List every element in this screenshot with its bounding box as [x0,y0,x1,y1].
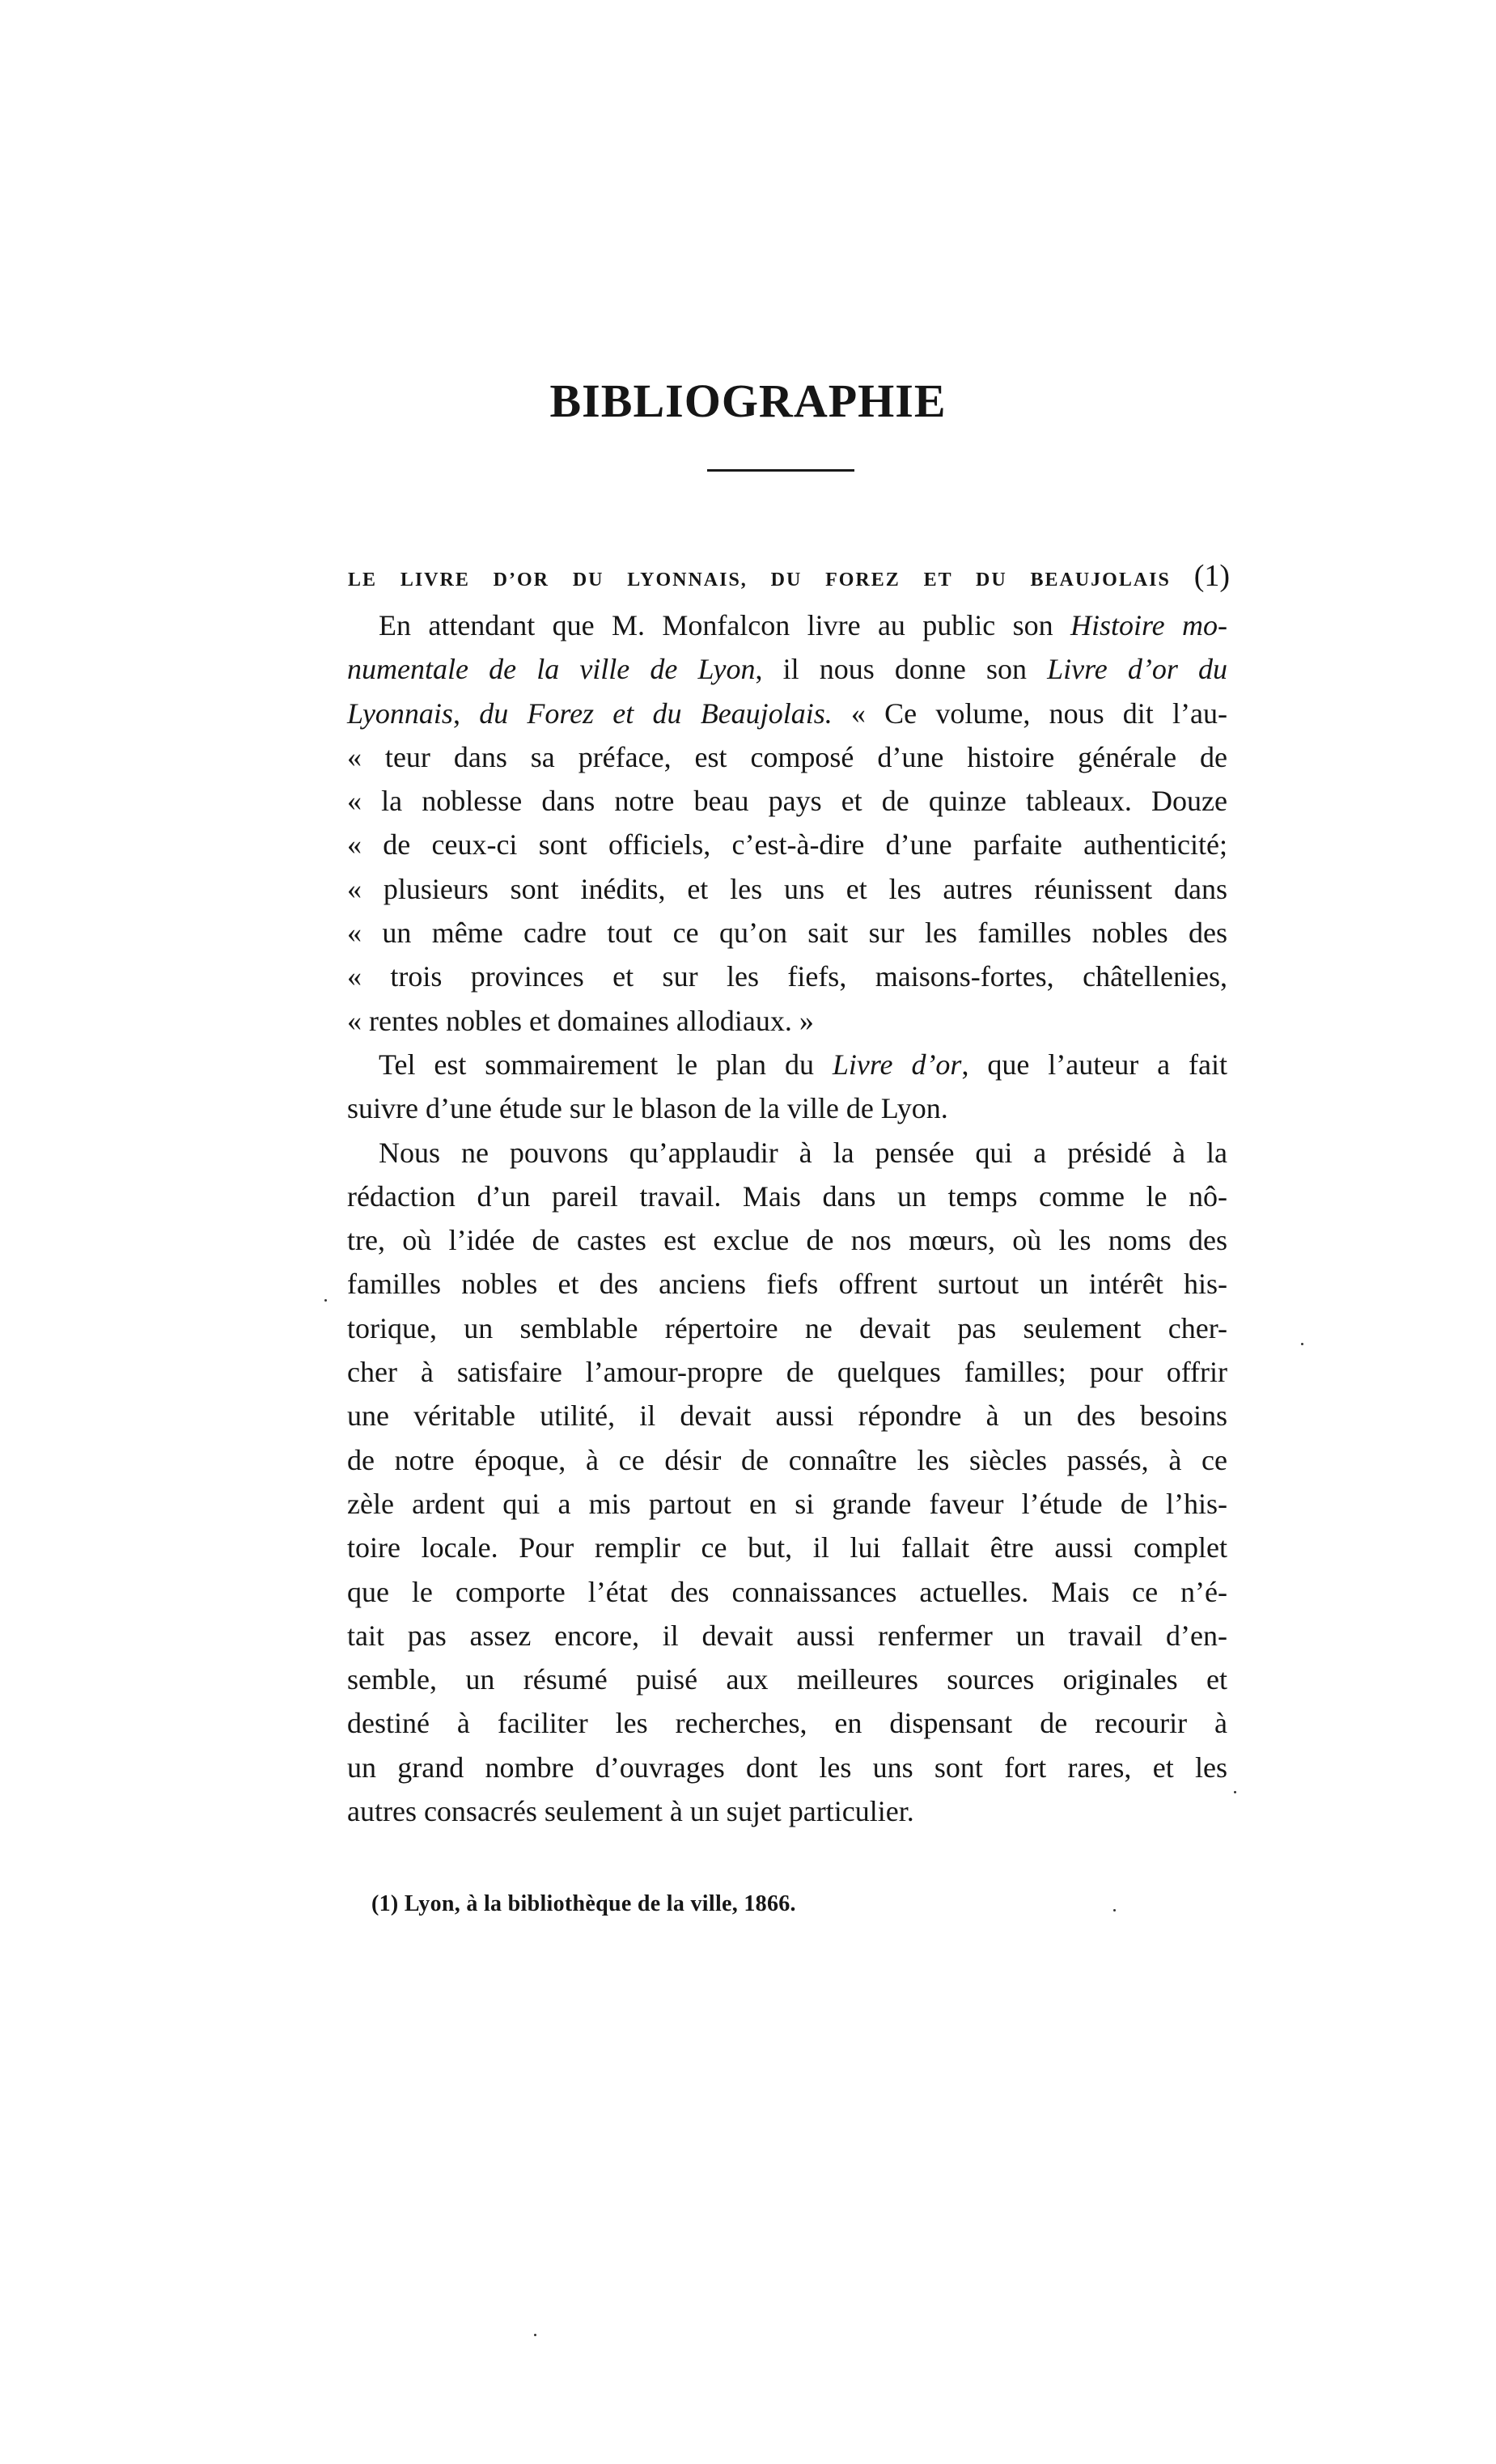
paragraph [347,603,1227,1043]
text-line [347,1570,1227,1614]
text-line [347,867,1227,911]
text-run: destiné à faciliter les recherches, en dispensant de recourir à [347,1707,1227,1740]
italic-title: du Forez et du Beaujolais. [479,696,833,730]
text-run: , que l’auteur a fait [961,1048,1227,1081]
footnote: (1) Lyon, à la bibliothèque de la ville, 1866. [371,1891,796,1916]
text-run: zèle ardent qui a mis partout en si grande faveur l’étude de l’his- [347,1487,1227,1520]
italic-title: Histoire mo- [1070,609,1227,641]
italic-title: Lyonnais [347,696,453,730]
text-run: torique, un semblable répertoire ne devait pas seulement cher- [347,1311,1227,1344]
footnote-reference: (1) [1193,559,1230,593]
text-line [347,1262,1227,1306]
print-speck [324,1299,327,1302]
text-line [347,1043,1227,1086]
text-run: de notre époque, à ce désir de connaître les siècles passés, à ce [347,1443,1227,1476]
text-line [347,1746,1227,1789]
text-line [347,1789,1227,1833]
title-divider [707,469,854,472]
text-run: « teur dans sa préface, est composé d’une histoire générale de [347,740,1227,773]
italic-title: numentale de la ville de Lyon [347,653,756,686]
text-run: Nous ne pouvons qu’applaudir à la pensée qui a présidé à la [379,1136,1227,1169]
text-line [347,735,1227,779]
section-heading-text: LE LIVRE D’OR DU LYONNAIS, DU FOREZ ET DU BEAUJOLAIS [348,569,1171,591]
text-line [347,692,1227,735]
text-run: « trois provinces et sur les fiefs, maisons-fortes, châtellenies, [347,960,1227,993]
text-line [347,1306,1227,1350]
italic-title: Livre d’or [832,1048,962,1081]
body-text [347,603,1227,1833]
text-line [347,1394,1227,1437]
text-run: tre, où l’idée de castes est exclue de nos mœurs, où les noms des [347,1224,1227,1257]
text-line [347,1131,1227,1175]
text-run: Tel est sommairement le plan du [379,1048,833,1081]
text-line [347,1614,1227,1657]
text-run: « un même cadre tout ce qu’on sait sur les familles nobles des [347,917,1227,950]
page-title: BIBLIOGRAPHIE [549,375,947,427]
text-run: familles nobles et des anciens fiefs offrent surtout un intérêt his- [347,1268,1227,1301]
text-line [347,779,1227,823]
text-line [347,823,1227,866]
text-run: « Ce volume, nous dit l’au- [832,696,1227,730]
paragraph [347,1131,1227,1834]
text-line [347,1350,1227,1394]
text-run: autres consacrés seulement à un sujet particulier. [347,1795,914,1828]
text-run: « plusieurs sont inédits, et les uns et les autres réunissent dans [347,872,1227,905]
text-line [347,1482,1227,1526]
text-line [347,603,1227,647]
text-run: « de ceux-ci sont officiels, c’est-à-dire d’une parfaite authenticité; [347,828,1227,862]
text-line [347,911,1227,955]
text-line [347,1218,1227,1262]
text-line [347,999,1227,1043]
text-run: tait pas assez encore, il devait aussi renfermer un travail d’en- [347,1619,1227,1652]
section-heading [348,558,1230,594]
text-run: semble, un résumé puisé aux meilleures sources originales et [347,1663,1227,1696]
text-line [347,647,1227,691]
print-speck [1113,1909,1116,1912]
text-run: , [452,696,480,730]
text-run: rédaction d’un pareil travail. Mais dans un temps comme le nô- [347,1179,1227,1213]
text-run: , il nous donne son [755,653,1048,686]
paragraph [347,1043,1227,1131]
text-run: toire locale. Pour remplir ce but, il lui fallait être aussi complet [347,1531,1227,1564]
text-run: un grand nombre d’ouvrages dont les uns sont fort rares, et les [347,1751,1227,1784]
text-run: cher à satisfaire l’amour-propre de quelques familles; pour offrir [347,1356,1227,1389]
text-line [347,1657,1227,1701]
text-run: suivre d’une étude sur le blason de la ville de Lyon. [347,1092,948,1125]
text-line [347,1175,1227,1218]
text-run: En attendant que M. Monfalcon livre au public son [379,609,1070,641]
print-speck [1234,1791,1236,1793]
text-run: que le comporte l’état des connaissances actuelles. Mais ce n’é- [347,1575,1227,1608]
text-run: « la noblesse dans notre beau pays et de quinze tableaux. Douze [347,785,1227,818]
text-line [347,955,1227,998]
text-run: « rentes nobles et domaines allodiaux. » [347,1004,814,1037]
text-line [347,1438,1227,1482]
print-speck [534,2334,536,2336]
text-run: une véritable utilité, il devait aussi répondre à un des besoins [347,1399,1227,1433]
text-line [347,1086,1227,1130]
italic-title: Livre d’or du [1047,653,1227,686]
print-speck [1301,1343,1303,1345]
text-line [347,1526,1227,1569]
text-line [347,1701,1227,1745]
